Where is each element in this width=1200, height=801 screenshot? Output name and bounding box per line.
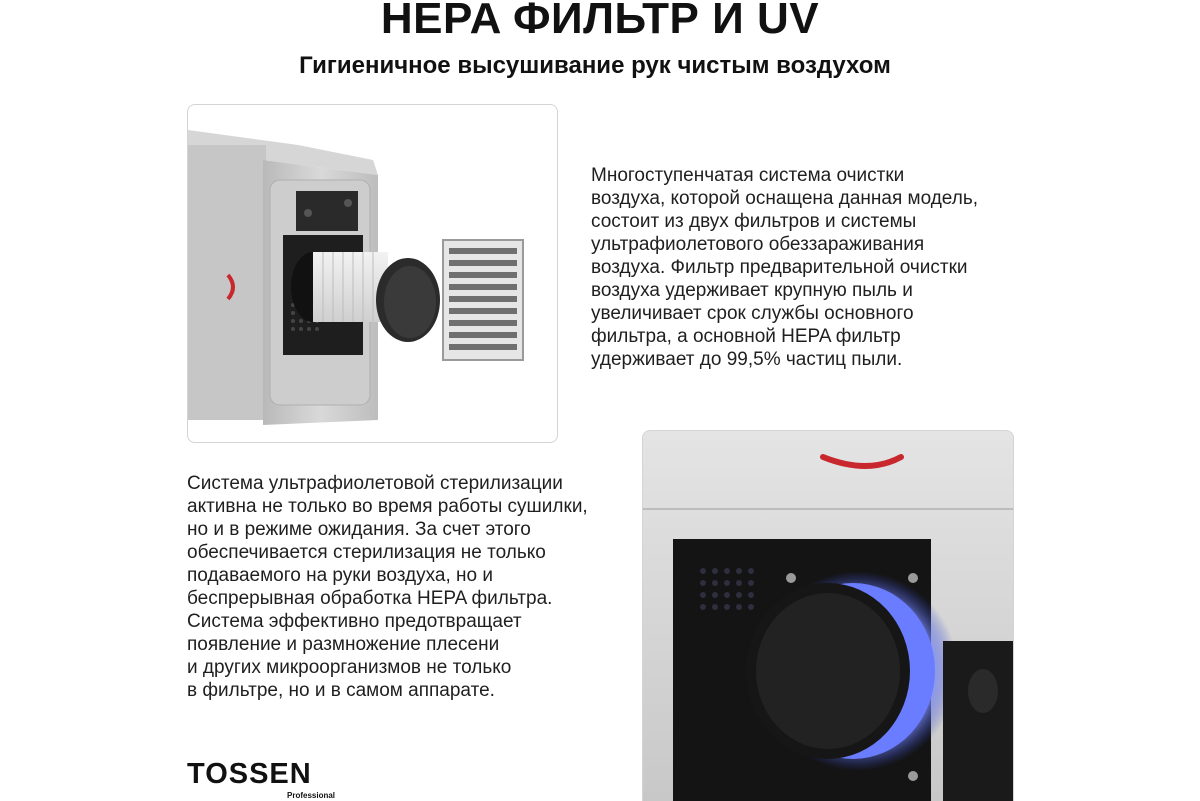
- page-subtitle: Гигиеничное высушивание рук чистым воздухом: [299, 52, 891, 79]
- uv-sterilization-description: Система ультрафиолетовой стерилизации активна не только во время работы сушилки, но и в режиме ожидания. За счет этого обеспечивается стерилизация не только подаваемого на руки воздуха, но и беспрерывная обработка HEPA фильтра. Система эффективно предотвращает появление и размножение плесени и других микроорганизмов не только в фильтре, но и в самом аппарате.: [187, 473, 588, 701]
- multi-stage-filter-description: Многоступенчатая система очистки воздуха, которой оснащена данная модель, состоит из двух фильтров и системы ультрафиолетового обеззараживания воздуха. Фильтр предварительной очистки воздуха удерживает крупную пыль и увеличивает срок службы основного фильтра, а основной HEPA фильтр удерживает до 99,5% частиц пыли.: [591, 165, 979, 370]
- uv-filter-illustration: [643, 431, 1013, 801]
- page-title: HEPA ФИЛЬТР И UV: [380, 0, 820, 43]
- brand-logo: TOSSEN: [187, 758, 312, 790]
- dryer-filter-illustration: [188, 105, 557, 442]
- brand-tagline: Professional: [287, 791, 336, 800]
- uv-photo-card: [642, 430, 1014, 801]
- filter-photo-card: [187, 104, 558, 443]
